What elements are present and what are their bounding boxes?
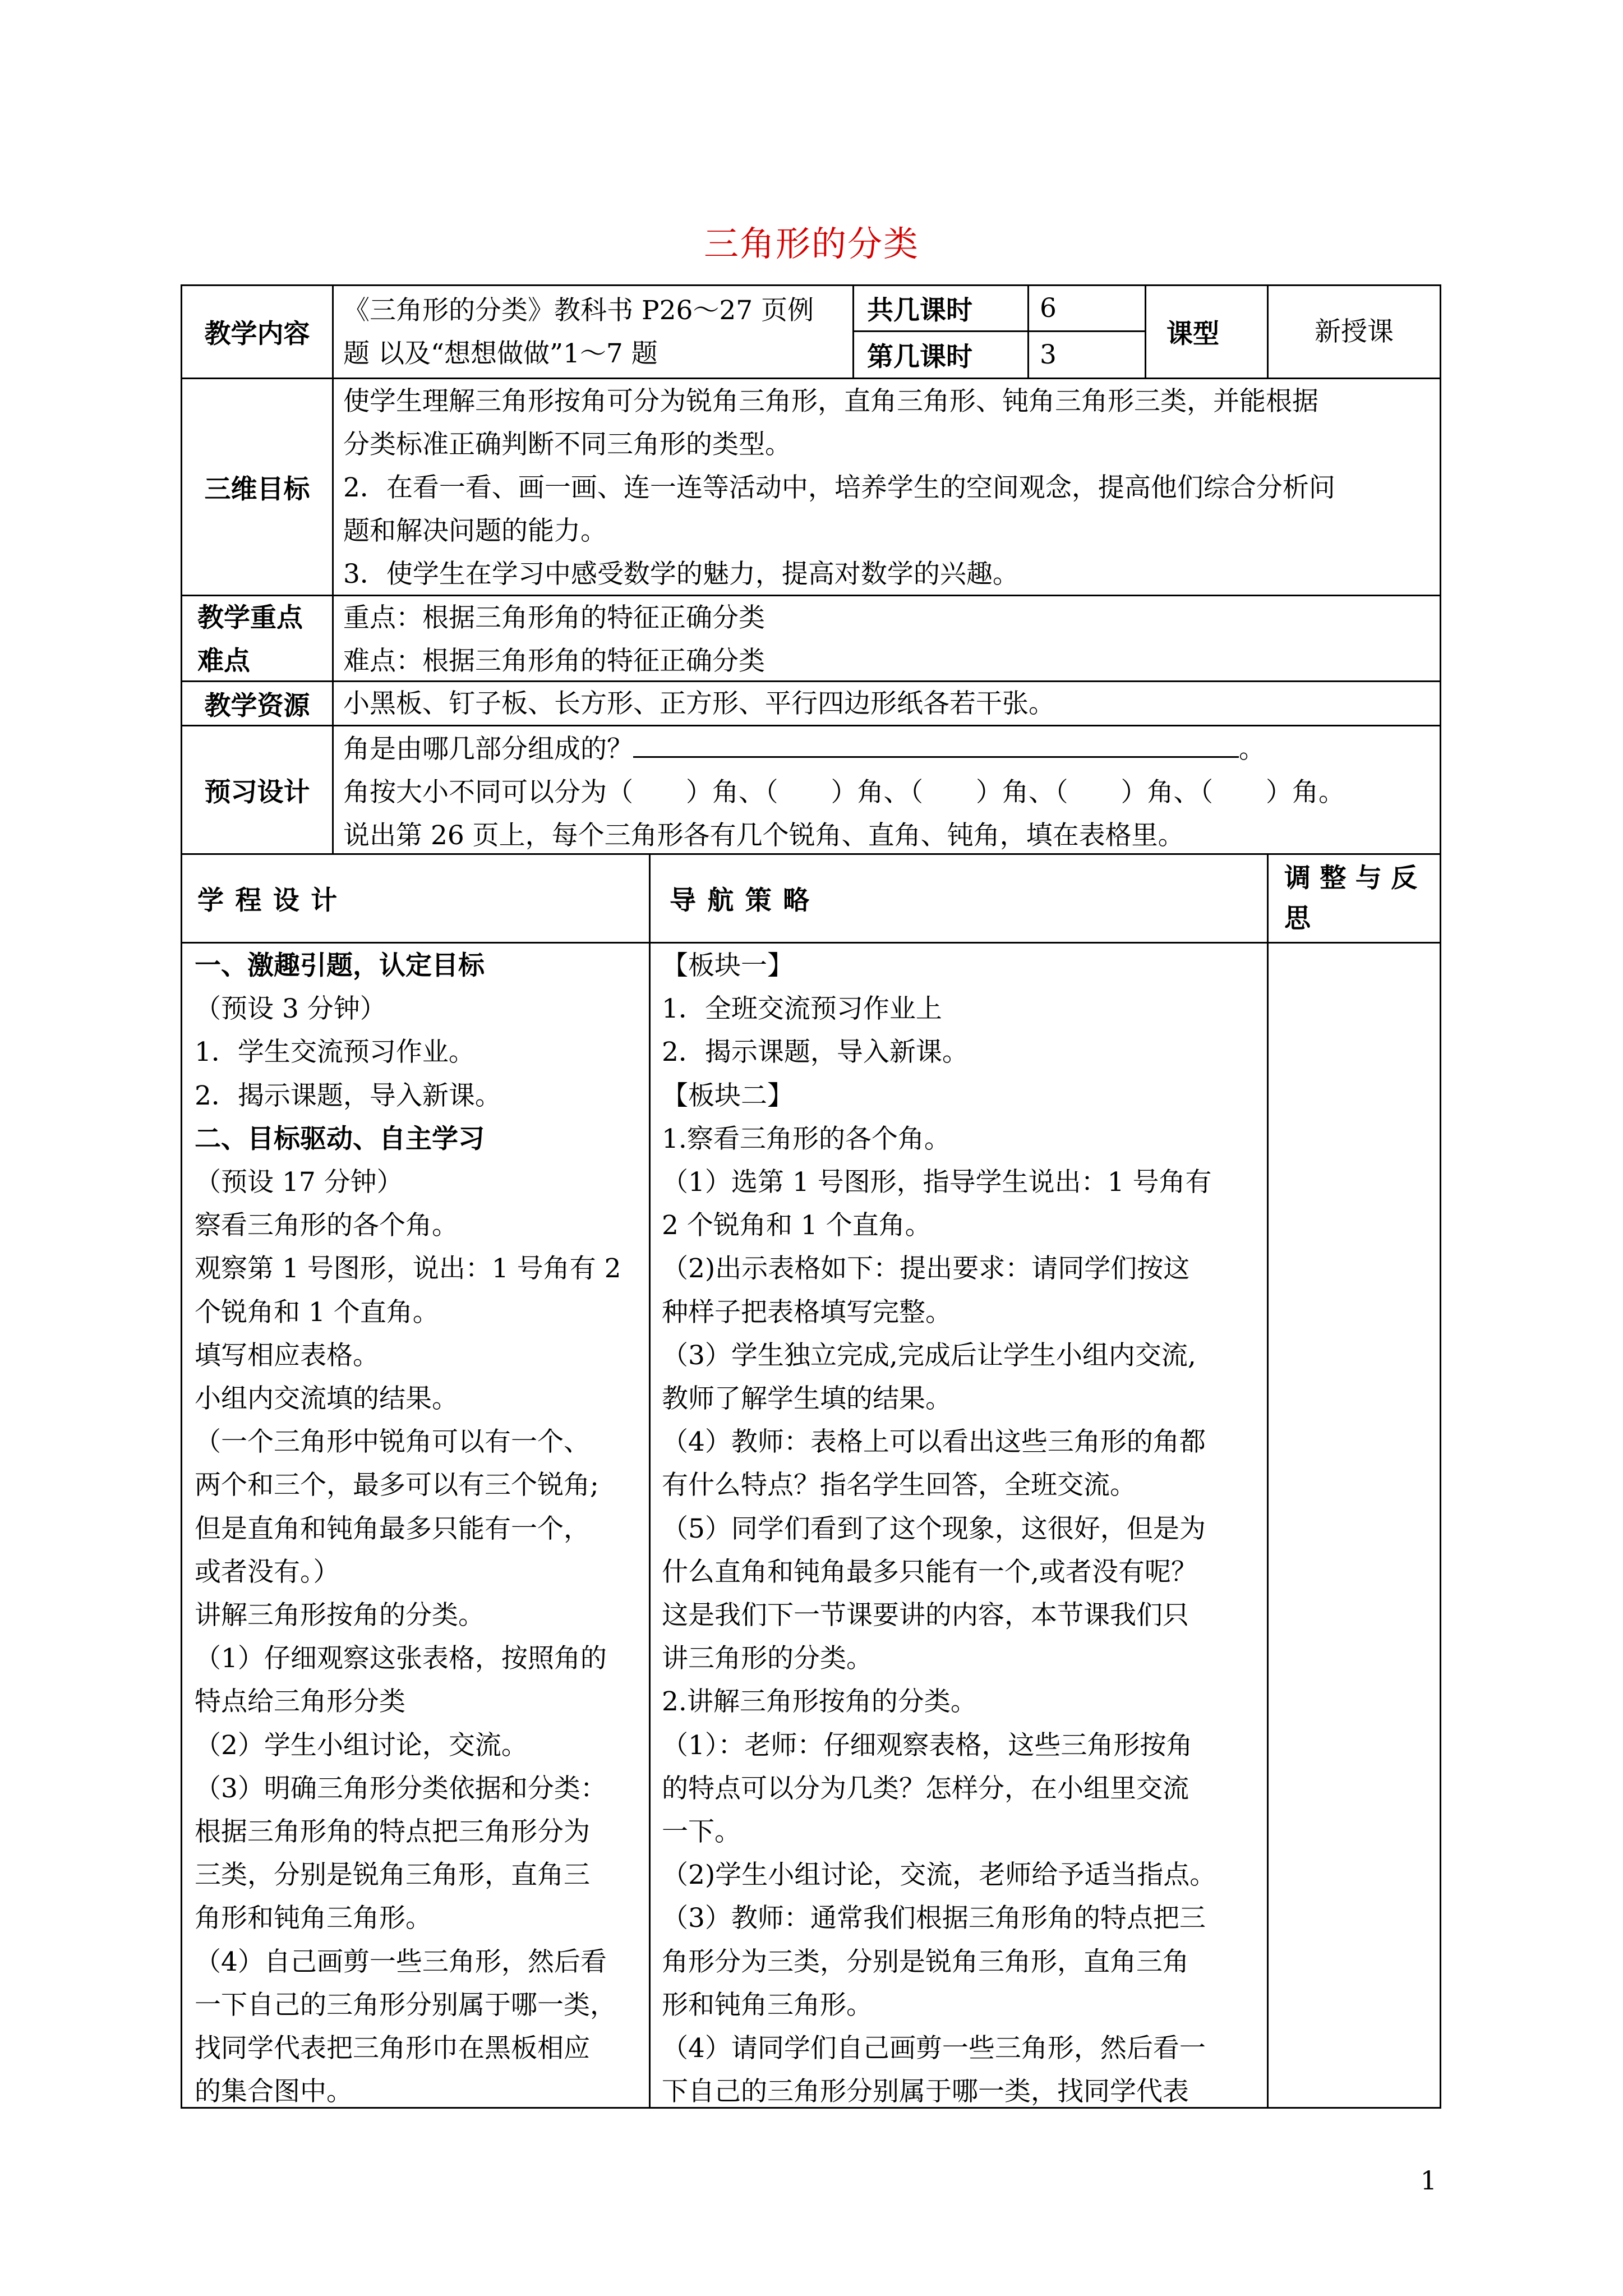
- text-line: 角形和钝角三角形。: [195, 1903, 432, 1934]
- text-line: 个锐角和 1 个直角。: [195, 1296, 439, 1328]
- text-line: （3）明确三角形分类依据和分类：: [195, 1773, 607, 1804]
- text-line: 的集合图中。: [195, 2076, 353, 2108]
- preview-label: 预习设计: [204, 776, 310, 808]
- text-line: 2．揭示课题，导入新课。: [662, 1037, 969, 1068]
- text-line: （一个三角形中锐角可以有一个、: [195, 1427, 590, 1458]
- text-line: 找同学代表把三角形巾在黑板相应: [195, 2033, 590, 2064]
- goal-line: 分类标准正确判断不同三角形的类型。: [343, 429, 791, 460]
- text-line: 三类，分别是锐角三角形，直角三: [195, 1860, 590, 1891]
- text-line: 两个和三个，最多可以有三个锐角;: [195, 1470, 599, 1501]
- column-divider: [852, 284, 854, 379]
- total-lessons-label: 共几课时: [867, 295, 972, 326]
- teaching-content-text: [343, 289, 851, 375]
- text-line: 1．全班交流预习作业上: [662, 993, 942, 1025]
- text-line: （1）仔细观察这张表格，按照角的: [195, 1643, 607, 1674]
- text-line: 有什么特点？指名学生回答，全班交流。: [662, 1470, 1136, 1501]
- goal-line: 2．在看一看、画一画、连一连等活动中，培养学生的空间观念，提高他们综合分析问: [343, 472, 1335, 503]
- process-header: 学 程 设 计: [197, 885, 339, 916]
- text-line: 教师了解学生填的结果。: [662, 1383, 952, 1415]
- key-points-text: [343, 596, 1437, 683]
- goal-line: 使学生理解三角形按角可分为锐角三角形，直角三角形、钝角三角形三类，并能根据: [343, 386, 1318, 417]
- preview-question-1: 角是由哪几部分组成的？ 。: [343, 727, 1437, 771]
- text-line: （2）学生小组讨论，交流。: [195, 1729, 528, 1761]
- text-line: 根据三角形角的特点把三角形分为: [195, 1816, 590, 1848]
- answer-blank[interactable]: [633, 727, 1239, 758]
- text-line: 填写相应表格。: [195, 1340, 379, 1371]
- text-line: 2．揭示课题，导入新课。: [195, 1080, 501, 1111]
- table-border-right: [1440, 284, 1441, 2109]
- page-number: 1: [1420, 2165, 1437, 2196]
- text-line: （预设 3 分钟）: [195, 993, 386, 1025]
- text-line: 的特点可以分为几类？怎样分，在小组里交流: [662, 1773, 1189, 1804]
- text-line: 【板块二】: [662, 1080, 794, 1111]
- text-line: 下自己的三角形分别属于哪一类，找同学代表: [662, 2076, 1189, 2108]
- text-line: 或者没有。）: [195, 1556, 340, 1588]
- goal-line: 3．使学生在学习中感受数学的魅力，提高对数学的兴趣。: [343, 559, 1019, 590]
- text-line: 观察第 1 号图形，说出：1 号角有 2: [195, 1253, 621, 1285]
- text-line: （4）自己画剪一些三角形，然后看: [195, 1946, 607, 1977]
- lesson-number-label: 第几课时: [867, 342, 972, 372]
- reflection-header: 调 整 与 反 思: [1284, 863, 1418, 934]
- row-divider: [181, 942, 1267, 944]
- text-line: 什么直角和钝角最多只能有一个,或者没有呢？: [662, 1556, 1197, 1588]
- preview-text: [343, 727, 1437, 857]
- preview-question-2: 角按大小不同可以分为（ ）角、（ ）角、（ ）角、（ ）角、（ ）角。: [343, 777, 1345, 808]
- column-divider: [1027, 284, 1029, 379]
- text-line: （1）选第 1 号图形，指导学生说出：1 号角有: [662, 1167, 1212, 1198]
- column-divider: [332, 284, 334, 854]
- resources-label: 教学资源: [204, 690, 310, 721]
- text-line: （3）学生独立完成,完成后让学生小组内交流,: [662, 1340, 1196, 1371]
- text-line: （1）：老师：仔细观察表格，这些三角形按角: [662, 1729, 1193, 1761]
- text-line: 一下。: [662, 1816, 741, 1848]
- text-line: 形和钝角三角形。: [662, 1989, 873, 2021]
- text-line: 角形分为三类，分别是锐角三角形，直角三角: [662, 1946, 1189, 1977]
- row-divider: [181, 378, 1441, 379]
- text-line: （2)出示表格如下：提出要求：请同学们按这: [662, 1253, 1190, 1285]
- goal-line: 题和解决问题的能力。: [343, 516, 607, 546]
- text-line: 讲解三角形按角的分类。: [195, 1600, 485, 1631]
- text-line: 1.察看三角形的各个角。: [662, 1123, 951, 1154]
- teaching-content-line: 《三角形的分类》教科书 P26～27 页例: [343, 295, 814, 326]
- text-line: 一下自己的三角形分别属于哪一类，: [195, 1989, 616, 2021]
- text-line: 特点给三角形分类: [195, 1686, 405, 1718]
- text-line: （5）同学们看到了这个现象，这很好，但是为: [662, 1513, 1206, 1544]
- column-divider: [649, 853, 651, 2109]
- text-line: （4）教师：表格上可以看出这些三角形的角都: [662, 1427, 1206, 1458]
- strategy-header: 导 航 策 略: [670, 885, 811, 916]
- strategy-column: [662, 944, 1265, 2113]
- preview-question-3: 说出第 26 页上，每个三角形各有几个锐角、直角、钝角，填在表格里。: [343, 820, 1184, 851]
- text-line: 2 个锐角和 1 个直角。: [662, 1210, 932, 1241]
- text-line: 小组内交流填的结果。: [195, 1383, 458, 1415]
- teaching-content-label: 教学内容: [204, 319, 310, 349]
- text-line: 种样子把表格填写完整。: [662, 1296, 952, 1328]
- key-point-line: 难点：根据三角形角的特征正确分类: [343, 646, 765, 677]
- text-line: （预设 17 分钟）: [195, 1167, 403, 1198]
- page-title: 三角形的分类: [703, 223, 919, 264]
- goals-label: 三维目标: [204, 473, 310, 505]
- text-line: （2)学生小组讨论，交流，老师给予适当指点。: [662, 1860, 1216, 1891]
- text-line: 察看三角形的各个角。: [195, 1210, 458, 1241]
- text-line: 这是我们下一节课要讲的内容，本节课我们只: [662, 1600, 1189, 1631]
- text-line: （4）请同学们自己画剪一些三角形，然后看一: [662, 2033, 1206, 2064]
- key-points-label: 教学重点 难点: [197, 602, 303, 677]
- resources-text: 小黑板、钉子板、长方形、正方形、平行四边形纸各若干张。: [343, 688, 1055, 719]
- lesson-type-label: 课型: [1166, 319, 1219, 349]
- text-line: 二、目标驱动、自主学习: [195, 1123, 485, 1154]
- lesson-type-value: 新授课: [1315, 316, 1394, 347]
- process-column: [195, 944, 646, 2113]
- text-line: 【板块一】: [662, 950, 794, 981]
- text-line: （3）教师：通常我们根据三角形角的特点把三: [662, 1903, 1206, 1934]
- lesson-number-value: 3: [1040, 339, 1057, 370]
- text-line: 但是直角和钝角最多只能有一个，: [195, 1513, 590, 1544]
- text-line: 2.讲解三角形按角的分类。: [662, 1686, 977, 1718]
- total-lessons-value: 6: [1040, 293, 1057, 324]
- column-divider: [1145, 284, 1146, 379]
- reflection-column: [1269, 944, 1440, 2107]
- goals-text: [343, 380, 1437, 596]
- text-line: 一、激趣引题，认定目标: [195, 950, 485, 981]
- text-line: 1．学生交流预习作业。: [195, 1037, 475, 1068]
- teaching-content-line: 题 以及“想想做做”1～7 题: [343, 338, 658, 369]
- key-point-line: 重点：根据三角形角的特征正确分类: [343, 602, 765, 633]
- text-line: 讲三角形的分类。: [662, 1643, 873, 1674]
